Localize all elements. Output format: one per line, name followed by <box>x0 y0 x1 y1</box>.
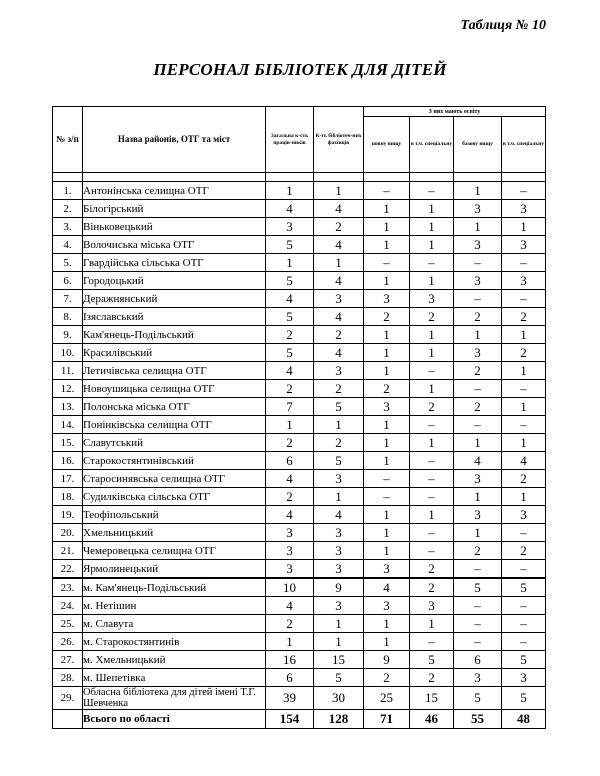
row-number: 17. <box>53 470 83 488</box>
cell-total: 1 <box>266 182 314 200</box>
row-name: Антонінська селищна ОТГ <box>83 182 266 200</box>
cell-librarians: 5 <box>314 452 364 470</box>
cell-higher-full: 1 <box>364 200 410 218</box>
row-number: 8. <box>53 308 83 326</box>
cell-librarians: 15 <box>314 651 364 669</box>
cell-higher-full: 1 <box>364 542 410 560</box>
cell-total: 4 <box>266 362 314 380</box>
cell-higher-full: 25 <box>364 687 410 710</box>
header-spacer-row <box>53 173 546 182</box>
total-librarians: 128 <box>314 710 364 729</box>
cell-bachelor: 5 <box>454 687 502 710</box>
cell-higher-full-special: – <box>410 254 454 272</box>
row-number: 1. <box>53 182 83 200</box>
cell-higher-full-special: – <box>410 488 454 506</box>
cell-bachelor: – <box>454 290 502 308</box>
row-name: Гвардійська сільська ОТГ <box>83 254 266 272</box>
row-number: 23. <box>53 578 83 597</box>
cell-bachelor-special: – <box>502 182 546 200</box>
table-row <box>53 398 546 416</box>
row-name: Хмельницький <box>83 524 266 542</box>
cell-librarians: 3 <box>314 524 364 542</box>
cell-bachelor-special: – <box>502 380 546 398</box>
table-row <box>53 416 546 434</box>
cell-higher-full-special: 1 <box>410 434 454 452</box>
table-row <box>53 542 546 560</box>
row-name: м. Хмельницький <box>83 651 266 669</box>
cell-higher-full: – <box>364 254 410 272</box>
cell-higher-full-special: – <box>410 182 454 200</box>
cell-higher-full: 1 <box>364 506 410 524</box>
cell-librarians: 4 <box>314 506 364 524</box>
cell-higher-full: 4 <box>364 578 410 597</box>
cell-total: 2 <box>266 380 314 398</box>
row-name: Старокостянтинівський <box>83 452 266 470</box>
row-name: Городоцький <box>83 272 266 290</box>
cell-total: 2 <box>266 615 314 633</box>
row-name: Деражнянський <box>83 290 266 308</box>
table-row <box>53 470 546 488</box>
row-number: 5. <box>53 254 83 272</box>
row-number: 22. <box>53 560 83 579</box>
cell-total: 10 <box>266 578 314 597</box>
cell-librarians: 1 <box>314 615 364 633</box>
cell-bachelor: 5 <box>454 578 502 597</box>
row-name: Полонська міська ОТГ <box>83 398 266 416</box>
cell-higher-full-special: – <box>410 362 454 380</box>
row-name: Волочиська міська ОТГ <box>83 236 266 254</box>
col-header-bachelor-special: в т.ч. спеціальну <box>502 117 546 173</box>
table-row <box>53 651 546 669</box>
table-row <box>53 200 546 218</box>
row-name: Білогірський <box>83 200 266 218</box>
table-row <box>53 560 546 579</box>
cell-bachelor: 3 <box>454 669 502 687</box>
cell-bachelor-special: 3 <box>502 272 546 290</box>
cell-librarians: 5 <box>314 669 364 687</box>
table-row <box>53 344 546 362</box>
cell-bachelor-special: 1 <box>502 488 546 506</box>
cell-total: 4 <box>266 290 314 308</box>
row-name: Теофіпольський <box>83 506 266 524</box>
col-header-higher-full-special: в т.ч. спеціальну <box>410 117 454 173</box>
table-row <box>53 452 546 470</box>
cell-higher-full-special: 1 <box>410 344 454 362</box>
total-num-cell <box>53 710 83 729</box>
cell-higher-full-special: 15 <box>410 687 454 710</box>
row-number: 16. <box>53 452 83 470</box>
row-name: Чемеровецька селищна ОТГ <box>83 542 266 560</box>
cell-total: 3 <box>266 218 314 236</box>
cell-total: 2 <box>266 434 314 452</box>
row-name: Кам'янець-Подільський <box>83 326 266 344</box>
cell-higher-full-special: 2 <box>410 560 454 579</box>
cell-total: 6 <box>266 452 314 470</box>
cell-librarians: 3 <box>314 597 364 615</box>
cell-librarians: 4 <box>314 236 364 254</box>
cell-higher-full: 3 <box>364 398 410 416</box>
cell-librarians: 3 <box>314 470 364 488</box>
row-name: Красилівський <box>83 344 266 362</box>
total-total: 154 <box>266 710 314 729</box>
table-row <box>53 506 546 524</box>
row-name: Летичівська селищна ОТГ <box>83 362 266 380</box>
cell-bachelor: 1 <box>454 434 502 452</box>
cell-higher-full-special: 3 <box>410 597 454 615</box>
cell-bachelor-special: 5 <box>502 651 546 669</box>
cell-higher-full-special: 1 <box>410 200 454 218</box>
cell-librarians: 2 <box>314 380 364 398</box>
table-row <box>53 290 546 308</box>
row-number: 19. <box>53 506 83 524</box>
staff-table <box>52 106 546 729</box>
col-header-name: Назва районів, ОТГ та міст <box>83 107 266 173</box>
table-row <box>53 488 546 506</box>
cell-bachelor: 3 <box>454 200 502 218</box>
row-name: м. Старокостянтинів <box>83 633 266 651</box>
cell-librarians: 5 <box>314 398 364 416</box>
cell-bachelor: 1 <box>454 488 502 506</box>
cell-librarians: 1 <box>314 254 364 272</box>
cell-librarians: 4 <box>314 344 364 362</box>
cell-higher-full: 1 <box>364 362 410 380</box>
cell-higher-full: 3 <box>364 290 410 308</box>
cell-higher-full-special: 1 <box>410 218 454 236</box>
cell-bachelor-special: – <box>502 416 546 434</box>
row-number: 11. <box>53 362 83 380</box>
cell-total: 2 <box>266 488 314 506</box>
total-higher-full: 71 <box>364 710 410 729</box>
cell-bachelor: 3 <box>454 344 502 362</box>
cell-higher-full-special: – <box>410 416 454 434</box>
row-number: 24. <box>53 597 83 615</box>
row-number: 9. <box>53 326 83 344</box>
row-name: м. Кам'янець-Подільський <box>83 578 266 597</box>
cell-total: 3 <box>266 560 314 579</box>
cell-total: 4 <box>266 200 314 218</box>
table-row <box>53 578 546 597</box>
cell-higher-full: 3 <box>364 560 410 579</box>
cell-bachelor: 3 <box>454 272 502 290</box>
cell-total: 2 <box>266 326 314 344</box>
cell-bachelor: 4 <box>454 452 502 470</box>
cell-bachelor-special: 1 <box>502 326 546 344</box>
cell-librarians: 2 <box>314 218 364 236</box>
table-row <box>53 524 546 542</box>
row-name: Новоушицька селищна ОТГ <box>83 380 266 398</box>
cell-higher-full-special: 1 <box>410 272 454 290</box>
cell-bachelor: – <box>454 633 502 651</box>
cell-higher-full-special: 1 <box>410 236 454 254</box>
row-number: 13. <box>53 398 83 416</box>
cell-higher-full: 2 <box>364 308 410 326</box>
row-number: 26. <box>53 633 83 651</box>
cell-higher-full: 2 <box>364 669 410 687</box>
table-row <box>53 236 546 254</box>
row-number: 27. <box>53 651 83 669</box>
cell-bachelor-special: – <box>502 633 546 651</box>
row-name: Судилківська сільська ОТГ <box>83 488 266 506</box>
table-row <box>53 218 546 236</box>
cell-higher-full-special: 1 <box>410 380 454 398</box>
row-name: Ярмолинецький <box>83 560 266 579</box>
cell-higher-full: 1 <box>364 633 410 651</box>
cell-total: 4 <box>266 470 314 488</box>
row-number: 18. <box>53 488 83 506</box>
cell-librarians: 4 <box>314 200 364 218</box>
cell-bachelor-special: 1 <box>502 362 546 380</box>
cell-higher-full: 1 <box>364 272 410 290</box>
cell-higher-full: 1 <box>364 236 410 254</box>
cell-bachelor: 6 <box>454 651 502 669</box>
cell-higher-full-special: – <box>410 542 454 560</box>
cell-higher-full-special: 1 <box>410 615 454 633</box>
col-header-education-group: З них мають освіту <box>364 107 546 117</box>
cell-librarians: 2 <box>314 326 364 344</box>
cell-bachelor: 3 <box>454 236 502 254</box>
cell-bachelor-special: – <box>502 524 546 542</box>
cell-bachelor: 2 <box>454 398 502 416</box>
row-number: 7. <box>53 290 83 308</box>
cell-higher-full: – <box>364 488 410 506</box>
row-number: 21. <box>53 542 83 560</box>
cell-higher-full-special: 1 <box>410 326 454 344</box>
cell-total: 1 <box>266 633 314 651</box>
page-title: ПЕРСОНАЛ БІБЛІОТЕК ДЛЯ ДІТЕЙ <box>153 60 447 79</box>
row-number: 28. <box>53 669 83 687</box>
cell-higher-full: 1 <box>364 452 410 470</box>
cell-total: 4 <box>266 506 314 524</box>
cell-higher-full: 1 <box>364 326 410 344</box>
cell-higher-full: 2 <box>364 380 410 398</box>
row-number: 10. <box>53 344 83 362</box>
cell-total: 4 <box>266 597 314 615</box>
cell-bachelor: – <box>454 254 502 272</box>
cell-bachelor-special: 1 <box>502 218 546 236</box>
cell-bachelor-special: – <box>502 597 546 615</box>
table-row <box>53 687 546 710</box>
row-name: Обласна бібліотека для дітей імені Т.Г. Шевченка <box>83 687 266 710</box>
cell-bachelor-special: 3 <box>502 236 546 254</box>
row-name: Понінківська селищна ОТГ <box>83 416 266 434</box>
cell-librarians: 1 <box>314 488 364 506</box>
table-row <box>53 362 546 380</box>
table-row <box>53 597 546 615</box>
cell-bachelor: 1 <box>454 182 502 200</box>
cell-higher-full: 1 <box>364 524 410 542</box>
table-body <box>53 182 546 729</box>
table-label: Таблиця № 10 <box>460 18 546 33</box>
cell-total: 39 <box>266 687 314 710</box>
cell-higher-full-special: 2 <box>410 669 454 687</box>
cell-bachelor-special: 1 <box>502 398 546 416</box>
cell-total: 1 <box>266 254 314 272</box>
cell-librarians: 2 <box>314 434 364 452</box>
row-name: Віньковецький <box>83 218 266 236</box>
table-row <box>53 669 546 687</box>
cell-higher-full-special: 2 <box>410 398 454 416</box>
col-header-num: № з/п <box>53 107 83 173</box>
cell-bachelor-special: 5 <box>502 578 546 597</box>
row-number: 2. <box>53 200 83 218</box>
cell-total: 5 <box>266 236 314 254</box>
cell-librarians: 1 <box>314 182 364 200</box>
row-number: 20. <box>53 524 83 542</box>
table-row <box>53 380 546 398</box>
table-row <box>53 182 546 200</box>
cell-higher-full-special: 5 <box>410 651 454 669</box>
cell-bachelor-special: – <box>502 615 546 633</box>
total-higher-full-special: 46 <box>410 710 454 729</box>
row-name: Старосинявська селищна ОТГ <box>83 470 266 488</box>
cell-bachelor-special: 3 <box>502 506 546 524</box>
table-row <box>53 254 546 272</box>
cell-librarians: 3 <box>314 560 364 579</box>
row-name: м. Славута <box>83 615 266 633</box>
cell-higher-full: – <box>364 182 410 200</box>
cell-higher-full: 1 <box>364 344 410 362</box>
cell-bachelor: 3 <box>454 506 502 524</box>
cell-bachelor: 3 <box>454 470 502 488</box>
cell-total: 5 <box>266 344 314 362</box>
row-name: м. Шепетівка <box>83 669 266 687</box>
cell-total: 6 <box>266 669 314 687</box>
table-row <box>53 308 546 326</box>
cell-total: 16 <box>266 651 314 669</box>
cell-total: 7 <box>266 398 314 416</box>
cell-bachelor: – <box>454 597 502 615</box>
cell-higher-full: 9 <box>364 651 410 669</box>
col-header-total: Загальна к-сть праців-ників <box>266 107 314 173</box>
cell-higher-full-special: 2 <box>410 308 454 326</box>
cell-librarians: 30 <box>314 687 364 710</box>
row-number: 4. <box>53 236 83 254</box>
cell-bachelor-special: 1 <box>502 434 546 452</box>
row-number: 3. <box>53 218 83 236</box>
cell-higher-full: 3 <box>364 597 410 615</box>
cell-librarians: 1 <box>314 416 364 434</box>
cell-higher-full-special: – <box>410 452 454 470</box>
cell-total: 1 <box>266 416 314 434</box>
table-row <box>53 326 546 344</box>
cell-librarians: 4 <box>314 308 364 326</box>
cell-higher-full-special: 2 <box>410 578 454 597</box>
cell-bachelor: 2 <box>454 542 502 560</box>
cell-higher-full-special: 3 <box>410 290 454 308</box>
cell-bachelor-special: – <box>502 560 546 579</box>
cell-bachelor-special: 3 <box>502 669 546 687</box>
cell-bachelor: – <box>454 380 502 398</box>
total-bachelor: 55 <box>454 710 502 729</box>
total-label: Всього по області <box>83 710 266 729</box>
row-number: 6. <box>53 272 83 290</box>
cell-librarians: 3 <box>314 362 364 380</box>
table-row <box>53 272 546 290</box>
cell-bachelor: – <box>454 560 502 579</box>
col-header-librarians: К-ть бібліотеч-них фахівців <box>314 107 364 173</box>
cell-total: 3 <box>266 524 314 542</box>
cell-bachelor-special: 3 <box>502 200 546 218</box>
row-number: 15. <box>53 434 83 452</box>
cell-bachelor-special: 2 <box>502 308 546 326</box>
col-header-higher-full: повну вищу <box>364 117 410 173</box>
cell-bachelor-special: – <box>502 290 546 308</box>
total-bachelor-special: 48 <box>502 710 546 729</box>
cell-bachelor: 1 <box>454 524 502 542</box>
cell-higher-full-special: – <box>410 524 454 542</box>
cell-total: 3 <box>266 542 314 560</box>
cell-librarians: 3 <box>314 542 364 560</box>
table-row <box>53 615 546 633</box>
row-name: Славутський <box>83 434 266 452</box>
cell-total: 5 <box>266 272 314 290</box>
cell-higher-full: 1 <box>364 416 410 434</box>
cell-bachelor: 1 <box>454 326 502 344</box>
cell-higher-full: – <box>364 470 410 488</box>
cell-higher-full-special: 1 <box>410 506 454 524</box>
cell-higher-full: 1 <box>364 218 410 236</box>
cell-librarians: 1 <box>314 633 364 651</box>
cell-higher-full: 1 <box>364 434 410 452</box>
cell-bachelor-special: 5 <box>502 687 546 710</box>
cell-bachelor-special: 2 <box>502 542 546 560</box>
cell-bachelor-special: – <box>502 254 546 272</box>
cell-higher-full-special: – <box>410 633 454 651</box>
cell-bachelor: 1 <box>454 218 502 236</box>
cell-librarians: 3 <box>314 290 364 308</box>
row-number: 29. <box>53 687 83 710</box>
cell-librarians: 9 <box>314 578 364 597</box>
col-header-bachelor: базову вищу <box>454 117 502 173</box>
cell-bachelor: 2 <box>454 308 502 326</box>
row-number: 12. <box>53 380 83 398</box>
cell-bachelor: – <box>454 615 502 633</box>
cell-higher-full-special: – <box>410 470 454 488</box>
total-row <box>53 710 546 729</box>
row-name: м. Нетішин <box>83 597 266 615</box>
table-row <box>53 434 546 452</box>
cell-total: 5 <box>266 308 314 326</box>
cell-librarians: 4 <box>314 272 364 290</box>
cell-bachelor: 2 <box>454 362 502 380</box>
row-number: 25. <box>53 615 83 633</box>
row-name: Ізяславський <box>83 308 266 326</box>
cell-bachelor-special: 2 <box>502 470 546 488</box>
cell-bachelor-special: 4 <box>502 452 546 470</box>
row-number: 14. <box>53 416 83 434</box>
cell-bachelor: – <box>454 416 502 434</box>
table-row <box>53 633 546 651</box>
cell-bachelor-special: 2 <box>502 344 546 362</box>
cell-higher-full: 1 <box>364 615 410 633</box>
